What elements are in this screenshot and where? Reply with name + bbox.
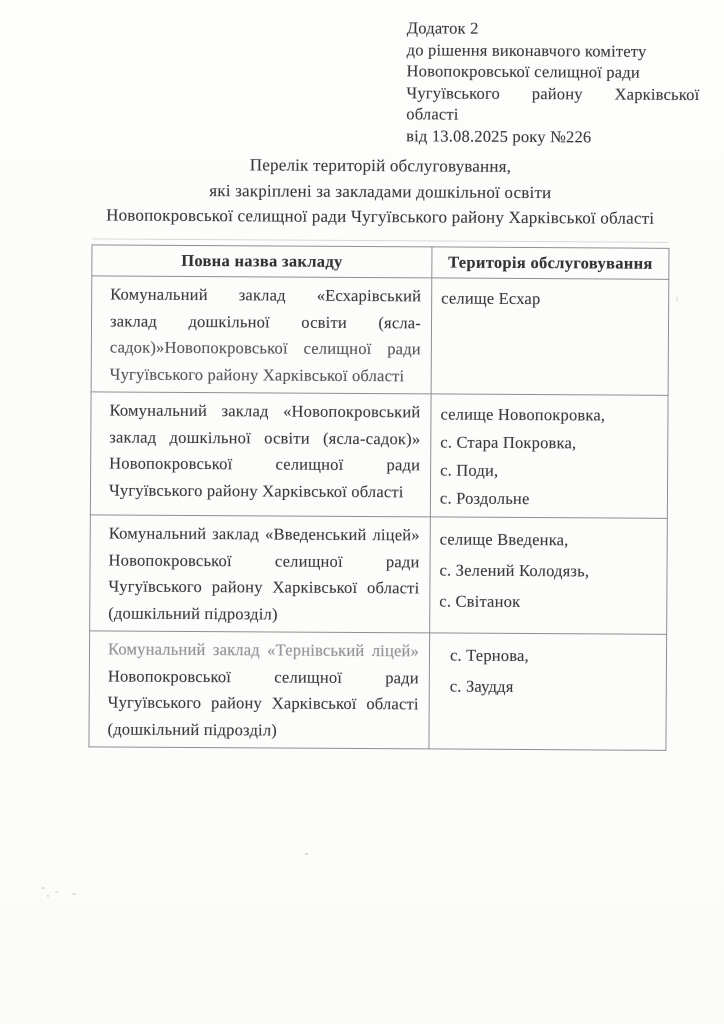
territory-cell	[431, 278, 669, 395]
document-reference-block	[406, 17, 700, 148]
institution-name-line: Комунальний заклад «Тернівський ліцей»	[107, 639, 420, 661]
institution-name-line: Новопокровської селищної ради	[108, 549, 420, 571]
institution-name-line: Комунальний заклад «Есхарівський	[110, 284, 422, 306]
document-title	[69, 151, 692, 231]
title-line: Новопокровської селищної ради Чугуївського району Харківської області	[106, 205, 655, 228]
territory-item: селище Введенка,	[439, 529, 569, 550]
territory-cell	[429, 633, 667, 750]
table-row	[91, 276, 669, 396]
institution-name-line: (дошкільний підрозділ)	[107, 718, 278, 739]
institution-name-line: Чугуївського району Харківської області	[108, 576, 420, 598]
title-line: Перелік територій обслуговування,	[249, 155, 512, 176]
institution-name-line: Комунальний заклад «Новопокровський	[109, 400, 421, 422]
territory-cell	[430, 394, 668, 518]
territory-item: с. Поди,	[440, 460, 499, 480]
territory-cell	[430, 517, 668, 634]
reference-line: Новопокровської селищної ради	[406, 61, 641, 82]
table-row	[90, 392, 668, 519]
territory-item: с. Стара Покровка,	[440, 432, 577, 453]
institution-name-line: Чугуївського району Харківської області	[107, 692, 419, 714]
column-header-territory: Територія обслуговування	[432, 247, 669, 279]
institution-cell	[91, 276, 432, 394]
territory-item: с. Зауддя	[449, 676, 514, 696]
reference-line: до рішення виконавчого комітету	[406, 39, 647, 61]
scan-ghost-line	[93, 238, 669, 243]
institution-name-line: заклад дошкільної освіти (ясла-	[109, 310, 422, 332]
institution-cell	[90, 392, 431, 517]
column-header-institution: Повна назва закладу	[92, 245, 432, 278]
institution-name-line: Комунальний заклад «Введенський ліцей»	[108, 523, 420, 545]
table-header-row	[92, 245, 669, 280]
institution-cell	[90, 515, 431, 633]
institution-name-line: заклад дошкільної освіти (ясла-садок)»	[109, 426, 421, 448]
institution-cell	[89, 631, 430, 749]
reference-line: від 13.08.2025 року №226	[406, 125, 592, 146]
institution-name-line: Чугуївського району Харківської області	[109, 363, 405, 385]
institution-name-line: Чугуївського району Харківської області	[108, 479, 404, 501]
institution-name-line: садок)»Новопокровської селищної ради	[109, 337, 421, 359]
territory-item: с. Зелений Колодязь,	[439, 560, 590, 581]
title-line: які закріплені за закладами дошкільної освіти	[209, 180, 552, 202]
territory-item: с. Світанок	[439, 591, 521, 611]
institution-name-line: (дошкільний підрозділ)	[108, 602, 278, 623]
territory-item: селище Есхар	[441, 288, 541, 309]
territory-item: с. Роздольне	[439, 488, 530, 509]
reference-line: області	[406, 104, 459, 124]
territory-item: селище Новопокровка,	[440, 404, 606, 425]
table-row	[89, 631, 667, 751]
territory-item: с. Тернова,	[449, 645, 529, 666]
service-territories-table	[88, 244, 669, 751]
reference-line: Додаток 2	[406, 18, 479, 38]
institution-name-line: Новопокровської селищної ради	[107, 665, 419, 687]
institution-name-line: Новопокровської селищної ради	[109, 453, 421, 475]
reference-line: Чугуївського району Харківської	[406, 82, 700, 104]
table-row	[90, 515, 668, 635]
